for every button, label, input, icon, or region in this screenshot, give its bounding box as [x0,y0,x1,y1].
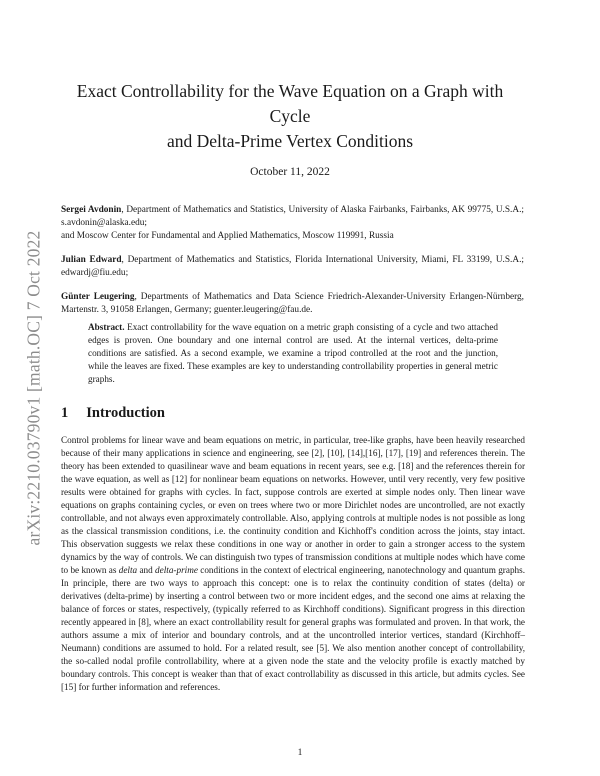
arxiv-identifier: arXiv:2210.03790v1 [math.OC] 7 Oct 2022 [23,230,44,546]
term-delta-prime: delta-prime [155,565,198,575]
author-entry [61,204,524,243]
page-number: 1 [297,748,303,758]
intro-text-part-2: conditions in the context of electrical engineering, nanotechnology and quantum graphs. In principle, there are two ways to approach this concept: one is to relax the continuity condition of states (delta) or derivatives (delta-prime) by inserting a control between two or more incident edges, and the second one aims at relaxing the balance of forces or states, respectively, (typically referred to as Kirchhoff conditions). Significant progress in this direction recently appeared in [8], where an exact controllability result for general graphs was formulated and proven. In that work, the authors assume a mix of interior and boundary controls, and at the uncontrolled interior vertices, standard (Kirchhoff–Neumann) conditions are assumed to hold. For a related result, see [5]. We also mention another concept of controllability, the so-called nodal profile controllability, where at a given node the state and the velocity profile is exactly matched by boundary controls. This concept is weaker than that of exact controllability as discussed in this article, but admits cycles. See [15] for further information and references. [61,565,525,692]
paper-title [60,79,520,154]
author-entry [61,254,524,280]
author-name: Günter Leugering [61,292,135,302]
author-affiliation: , Departments of Mathematics and Data Science Friedrich-Alexander-University Erlangen-Nürnberg, Martenstr. 3, 91058 Erlangen, Germany; guenter.leugering@fau.de. [61,292,524,315]
section-number: 1 [61,405,69,421]
introduction-paragraph [61,434,525,694]
author-list [61,204,524,328]
abstract-label: Abstract. [88,322,125,332]
section-heading-introduction [61,405,165,422]
paper-date: October 11, 2022 [250,166,330,178]
author-affiliation: , Department of Mathematics and Statistics, Florida International University, Miami, FL 33199, U.S.A.; edwardj@fiu.edu; [61,255,524,278]
abstract-text: Exact controllability for the wave equation on a metric graph consisting of a cycle and two attached edges is proven. One boundary and one internal control are used. At the internal vertices, delta-prime conditions are satisfied. As a second example, we examine a tripod controlled at the root and the junction, while the leaves are fixed. These examples are key to understanding controllability properties in general metric graphs. [88,322,498,384]
author-entry [61,291,524,317]
intro-conjunction: and [137,565,156,575]
author-name: Julian Edward [61,255,122,265]
author-affiliation: , Department of Mathematics and Statistics, University of Alaska Fairbanks, Fairbanks, AK 99775, U.S.A.; s.avdonin@alaska.edu; [61,205,524,228]
term-delta: delta [118,565,138,575]
author-name: Sergei Avdonin [61,205,122,215]
abstract [88,321,498,386]
author-affiliation-secondary: and Moscow Center for Fundamental and Applied Mathematics, Moscow 119991, Russia [61,231,394,241]
intro-text-part-1: Control problems for linear wave and beam equations on metric, in particular, tree-like graphs, have been heavily researched because of their many applications in science and engineering, see [2], [10], [14],[16], [17], [19] and references therein. The theory has been extended to quasilinear wave and beam equations in recent years, see e.g. [18] and the references therein for the wave equation, as well as [12] for nonlinear beam equations on networks. However, until very recently, very few positive results were obtained for graphs with cycles. In fact, suppose controls are exerted at simple nodes only. Then linear wave equations on graphs containing cycles, or even on trees where two or more Dirichlet nodes are uncontrolled, are not exactly controllable, and not always even approximately controllable. Also, applying controls at multiple nodes is not possible as long as the classical transmission conditions, i.e. the continuity condition and Kichhoff's condition across the joints, stay intact. This observation suggests we relax these conditions in one way or another in order to gain a stronger access to the system dynamics by the way of controls. We can distinguish two types of transmission conditions at multiple nodes which have come to be known as [61,435,525,575]
section-title: Introduction [86,405,165,421]
paper-title-line-2: and Delta-Prime Vertex Conditions [166,131,414,151]
paper-title-line-1: Exact Controllability for the Wave Equation on a Graph with Cycle [76,81,504,126]
arxiv-sidebar-stamp [22,178,46,598]
